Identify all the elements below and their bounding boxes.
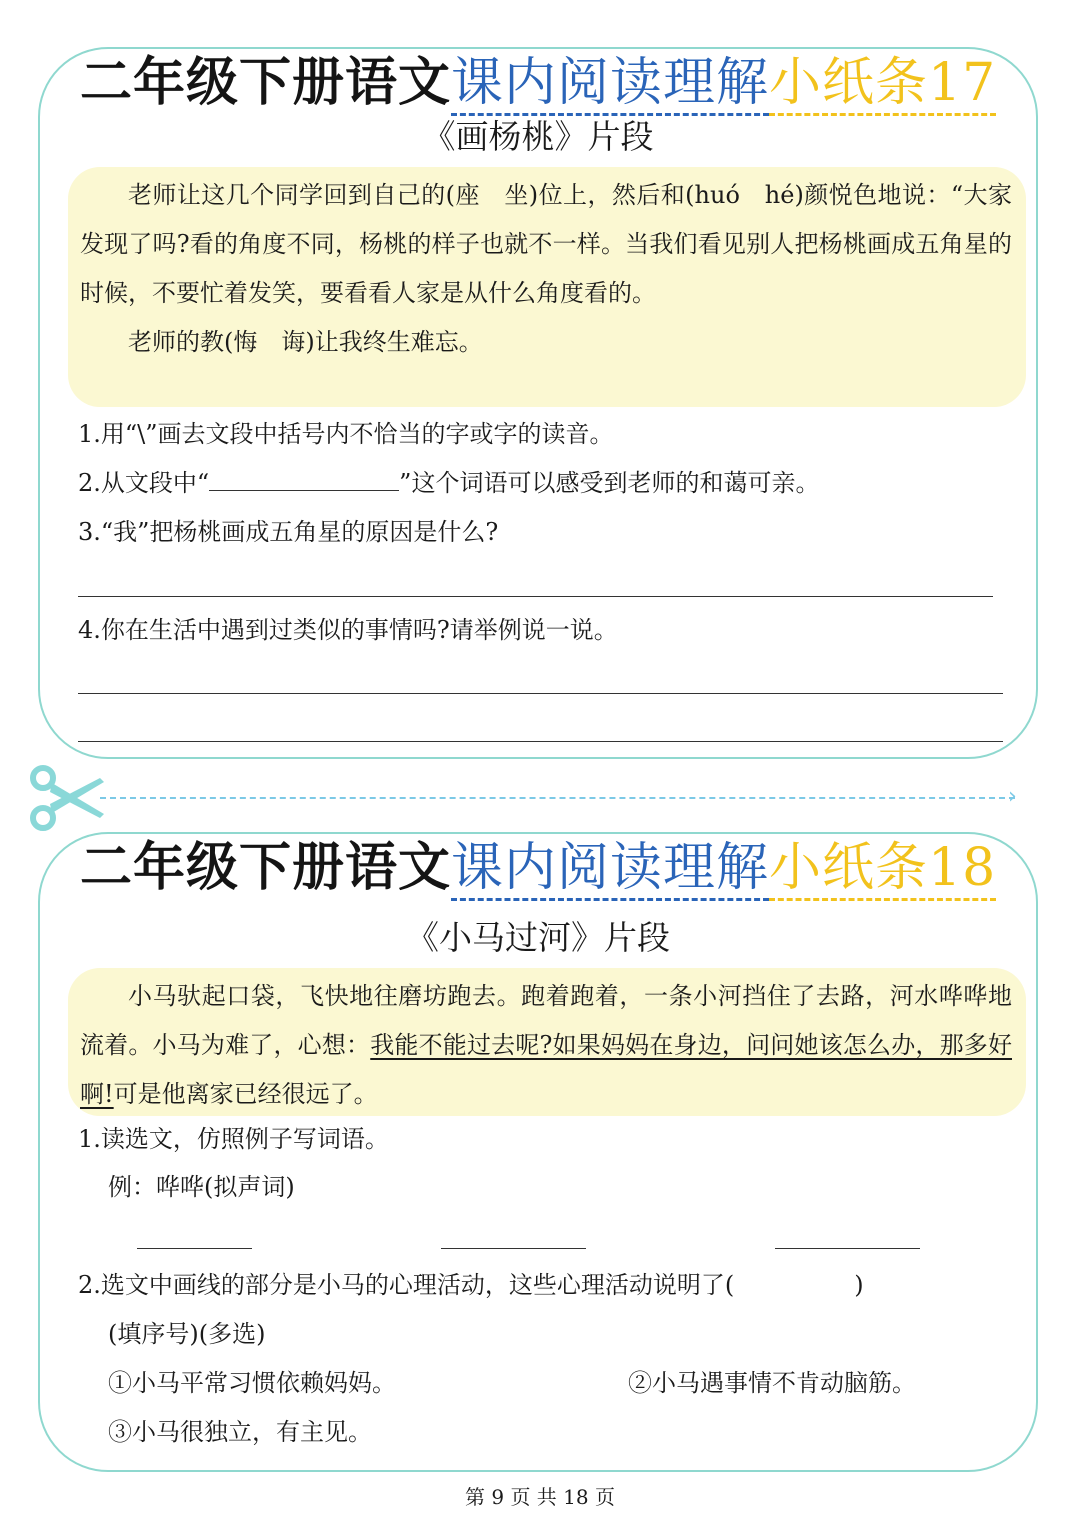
answer-line[interactable] (137, 1248, 252, 1249)
worksheet-card-18 (38, 832, 1038, 1472)
passage-paragraph: 老师的教(悔 诲)让我终生难忘。 (128, 328, 483, 356)
answer-line[interactable] (441, 1248, 586, 1249)
question-1-example: 例：哗哗(拟声词) (108, 1173, 295, 1201)
cut-line (100, 797, 1015, 799)
answer-blank[interactable] (209, 466, 399, 491)
question-1: 1.读选文，仿照例子写词语。 (78, 1125, 389, 1153)
title-note-number: 小纸条18 (769, 838, 996, 901)
question-1: 1.用“\”画去文段中括号内不恰当的字或字的读音。 (78, 420, 614, 448)
scissors-icon (28, 764, 108, 834)
passage-paragraph (80, 972, 1012, 1119)
title-grade: 二年级下册语文 (80, 837, 452, 898)
title-topic: 课内阅读理解 (451, 53, 769, 116)
page-number: 第 9 页 共 18 页 (465, 1485, 615, 1509)
reading-passage (68, 167, 1026, 407)
question-2-prefix: 2.从文段中“ (78, 469, 210, 497)
title-topic: 课内阅读理解 (451, 838, 769, 901)
passage-text: 小马驮起口袋，飞快地往磨坊跑去。跑着跑着，一条小河挡住了去路，河水哗哗地流着。小马为难了，心想： (80, 982, 1012, 1059)
card-title (80, 836, 996, 900)
question-4: 4.你在生活中遇到过类似的事情吗?请举例说一说。 (78, 616, 618, 644)
passage-paragraph: 老师让这几个同学回到自己的(座 坐)位上，然后和(huó hé)颜悦色地说：“大家发现了吗?看的角度不同，杨桃的样子也就不一样。当我们看见别人把杨桃画成五角星的时候，不要忙着发笑，要看看人家是从什么角度看的。 (80, 181, 1012, 307)
reading-passage (68, 968, 1026, 1116)
question-2 (78, 463, 819, 503)
question-3: 3.“我”把杨桃画成五角星的原因是什么? (78, 518, 499, 546)
passage-source-title: 《小马过河》片段 (406, 918, 670, 957)
title-grade: 二年级下册语文 (80, 52, 452, 113)
answer-line[interactable] (78, 693, 1003, 694)
title-note-number: 小纸条17 (769, 53, 996, 116)
choice-option-3[interactable]: ③小马很独立，有主见。 (108, 1418, 372, 1446)
answer-line[interactable] (775, 1248, 920, 1249)
passage-text: 可是他离家已经很远了。 (113, 1080, 378, 1108)
answer-line[interactable] (78, 741, 1003, 742)
choice-option-1[interactable]: ①小马平常习惯依赖妈妈。 (108, 1369, 396, 1397)
worksheet-card-17 (38, 47, 1038, 759)
question-2-note: (填序号)(多选) (108, 1320, 266, 1348)
answer-line[interactable] (78, 596, 993, 597)
card-title (80, 51, 996, 115)
passage-source-title: 《画杨桃》片段 (422, 117, 654, 156)
choice-option-2[interactable]: ②小马遇事情不肯动脑筋。 (628, 1369, 916, 1397)
underlined-thought: 我能不能过去呢?如果妈妈在身边，问问她该怎么办，那多好啊! (80, 1031, 1012, 1108)
arrow-right-icon: › (1008, 784, 1017, 809)
question-2: 2.选文中画线的部分是小马的心理活动，这些心理活动说明了( ) (78, 1271, 864, 1299)
question-2-suffix: ”这个词语可以感受到老师的和蔼可亲。 (399, 469, 820, 497)
